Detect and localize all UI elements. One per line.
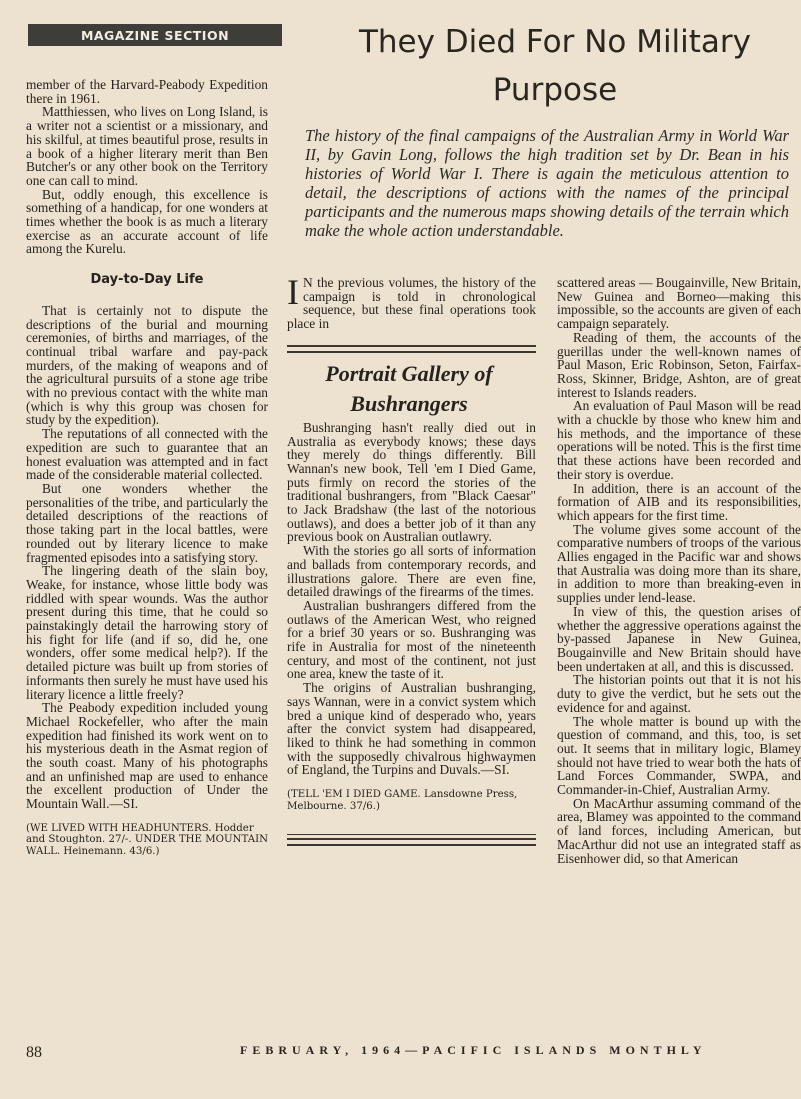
paragraph: In view of this, the question arises of whether the aggressive operations against the by-passed Japanese in New Guinea, Bougainville and New Britain should have been undertaken at all, and this is discussed. (557, 603, 801, 674)
lead-text: N the previous volumes, the history of the campaign is told in chronological sequence, but these final operations took place in (287, 275, 536, 332)
paragraph: On MacArthur assuming command of the area, Blamey was appointed to the command of land forces, including American, but MacArthur did not use an integrated staff as Eisenhower did, so that American (557, 795, 801, 866)
article-headline (310, 18, 800, 114)
paragraph: That is certainly not to dispute the descriptions of the burial and mourning ceremonies, of births and marriages, of the continual tribal warfare and pay-pack murders, of the making of weapons and of the agricultural pursuits of a stone age tribe with no previous contact with the white man (which is why this group was chosen for study by the expedition). (26, 302, 268, 428)
section-label: MAGAZINE SECTION (28, 24, 282, 46)
double-rule-divider (287, 838, 536, 846)
sidebar-title: Portrait Gallery of Bushrangers (325, 360, 493, 416)
paragraph: But one wonders whether the personalities of the tribe, and particularly the detailed descriptions of the reactions of those taking part in the local battles, were rounded out by literary licence to make fragmented episodes into a satisfying story. (26, 480, 268, 565)
paragraph: Matthiessen, who lives on Long Island, is a writer not a scientist or a missionary, and his skilful, at times beautiful prose, results in a book of a higher literary merit than Ben Butcher's or any other book on the Territory one can call to mind. (26, 104, 268, 188)
paragraph: The reputations of all connected with the expedition are such to guarantee that an honest evaluation was attempted and in fact made of the considerable material collected. (26, 426, 268, 483)
paragraph: Australian bushrangers differed from the outlaws of the American West, who reigned for a brief 30 years or so. Bushranging was rife in Australia for most of the nineteenth century, and most of the continent, not just one area, knew the taste of it. (287, 597, 536, 682)
paragraph: The historian points out that it is not his duty to give the verdict, but he sets out the evidence for and against. (557, 672, 801, 715)
paragraph: The whole matter is bound up with the question of command, and this, too, is set out. It seems that in military logic, Blamey should not have tried to wear both the hats of Land Forces Commander, SWPA, and Commander-in-Chief, Australian Army. (557, 713, 801, 798)
running-footer: FEBRUARY, 1964—PACIFIC ISLANDS MONTHLY (240, 1043, 707, 1057)
subheading-day-to-day-life: Day-to-Day Life (90, 272, 204, 288)
double-rule-divider (287, 345, 536, 353)
rule-divider (287, 834, 536, 835)
paragraph: The lingering death of the slain boy, Weake, for instance, whose little body was riddled with spear wounds. Was the author present during this time, that he could so painstakingly detail the harrowing story of his fight for life (and if so, did he, one wonders, offer some medical help?). If the detailed picture was built up from stories of informants then surely he must have used his literary licence a little freely? (26, 563, 268, 702)
lead-paragraph (287, 272, 536, 332)
paragraph: With the stories go all sorts of information and ballads from contemporary records, and illustrations galore. There are even fine, detailed drawings of the firearms of the times. (287, 543, 536, 600)
column-middle (287, 272, 536, 846)
paragraph: In addition, there is an account of the formation of AIB and its responsibilities, which appears for the first time. (557, 480, 801, 523)
paragraph: The Peabody expedition included young Michael Rockefeller, who after the main expedition had finished its work went on to his mysterious death in the Asmat region of the south coast. Many of his photographs and an unfinished map are used to enhance the excellent production of Under the Mountain Wall.—SI. (26, 700, 268, 812)
paragraph: The origins of Australian bushranging, says Wannan, were in a convict system which bred a unique kind of desperado who, years after the convict system had disappeared, liked to think he had something in common with the supposedly chivalrous highwaymen of England, the Turpins and Duvals.—SI. (287, 680, 536, 778)
paragraph: Bushranging hasn't really died out in Australia as everybody knows; these days they merely do things differently. Bill Wannan's new book, Tell 'em I Died Game, puts firmly on record the stories of the traditional bushrangers, from "Black Caesar" to Jack Bradshaw (the last of the notorious outlaws), and does a better job of it than any previous book on Australian outlawry. (287, 419, 536, 545)
column-left (26, 78, 268, 857)
paragraph: scattered areas — Bougainville, New Britain, New Guinea and Borneo—making this impossible, so the accounts are given of each campaign separately. (557, 275, 801, 332)
paragraph: But, oddly enough, this excellence is something of a handicap, for one wonders at times whether the book is as much a literary exercise as an accurate account of life among the Kurelu. (26, 186, 268, 257)
paragraph: An evaluation of Paul Mason will be read with a chuckle by those who knew him and his methods, and the importance of these operations will be noted. This is the first time that these actions have been recorded and their story is overdue. (557, 398, 801, 482)
headline-line-1: They Died For No Military (358, 24, 752, 60)
paragraph: The volume gives some account of the comparative numbers of troops of the various Allies engaged in the Pacific war and shows that Australia was doing more than its share, in addition to more than breaking-even in supplies under lend-lease. (557, 521, 801, 606)
page-number: 88 (26, 1044, 42, 1061)
drop-cap: I (287, 272, 299, 312)
book-credit: (TELL 'EM I DIED GAME. Lansdowne Press, Melbourne. 37/6.) (287, 789, 518, 812)
paragraph: member of the Harvard-Peabody Expedition there in 1961. (26, 77, 268, 106)
paragraph: Reading of them, the accounts of the guerillas under the well-known names of Paul Mason, Eric Robinson, Seton, Fairfax-Ross, Skinner, Bridge, Ashton, are of great interest to Islands readers. (557, 329, 801, 400)
book-credit: (WE LIVED WITH HEADHUNTERS. Hodder and Stoughton. 27/-. UNDER THE MOUNTAIN WALL. Heinemann. 43/6.) (26, 822, 269, 857)
article-standfirst: The history of the final campaigns of the Australian Army in World War II, by Gavin Long, follows the high tradition set by Dr. Bean in his histories of World War I. There is again the meticulous attention to detail, the descriptions of actions with the names of the principal participants and the numerous maps showing details of the terrain which make the whole action understandable. (305, 126, 789, 240)
headline-line-2: Purpose (492, 72, 618, 108)
column-right (557, 276, 801, 865)
